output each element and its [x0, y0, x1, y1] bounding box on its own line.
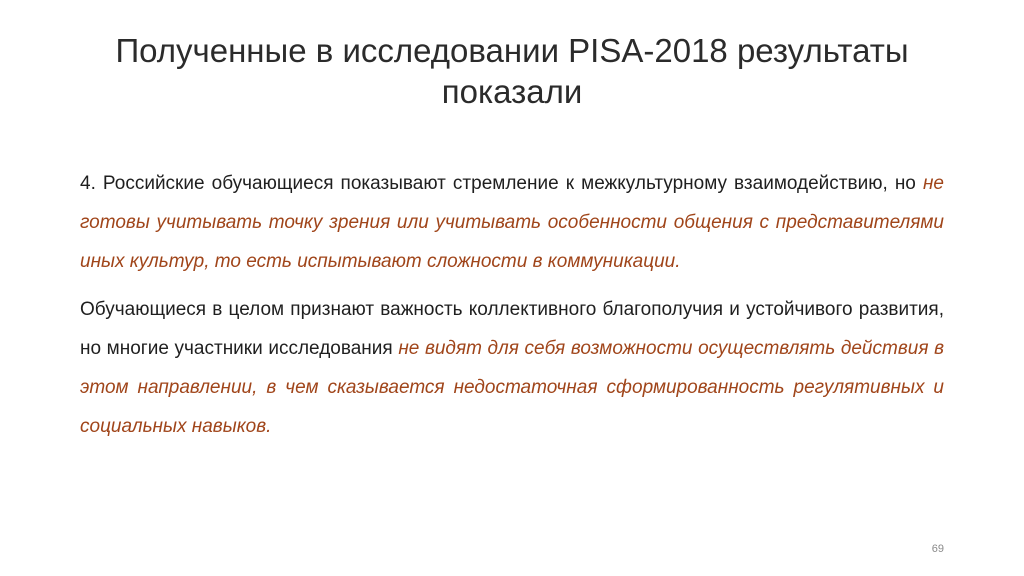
- paragraph-2-text: Обучающиеся в целом признают важность коллективного благополучия и устойчивого развития, но многие участники исследования: [80, 299, 944, 359]
- paragraph-1: [80, 164, 944, 281]
- paragraph-2: [80, 290, 944, 446]
- slide-title: Полученные в исследовании PISA-2018 результаты показали: [115, 32, 909, 110]
- paragraph-1-emphasis: не готовы учитывать точку зрения или учитывать особенности общения с представителями иных культур, то есть испытывают сложности в коммуникации.: [80, 173, 944, 272]
- slide-body: [80, 164, 944, 455]
- page-number: 69: [931, 543, 944, 555]
- paragraph-1-text: 4. Российские обучающиеся показывают стремление к межкультурному взаимодействию, но: [80, 173, 923, 194]
- paragraph-2-emphasis: не видят для себя возможности осуществлять действия в этом направлении, в чем сказывается недостаточная сформированность регулятивных и социальных навыков.: [80, 338, 944, 437]
